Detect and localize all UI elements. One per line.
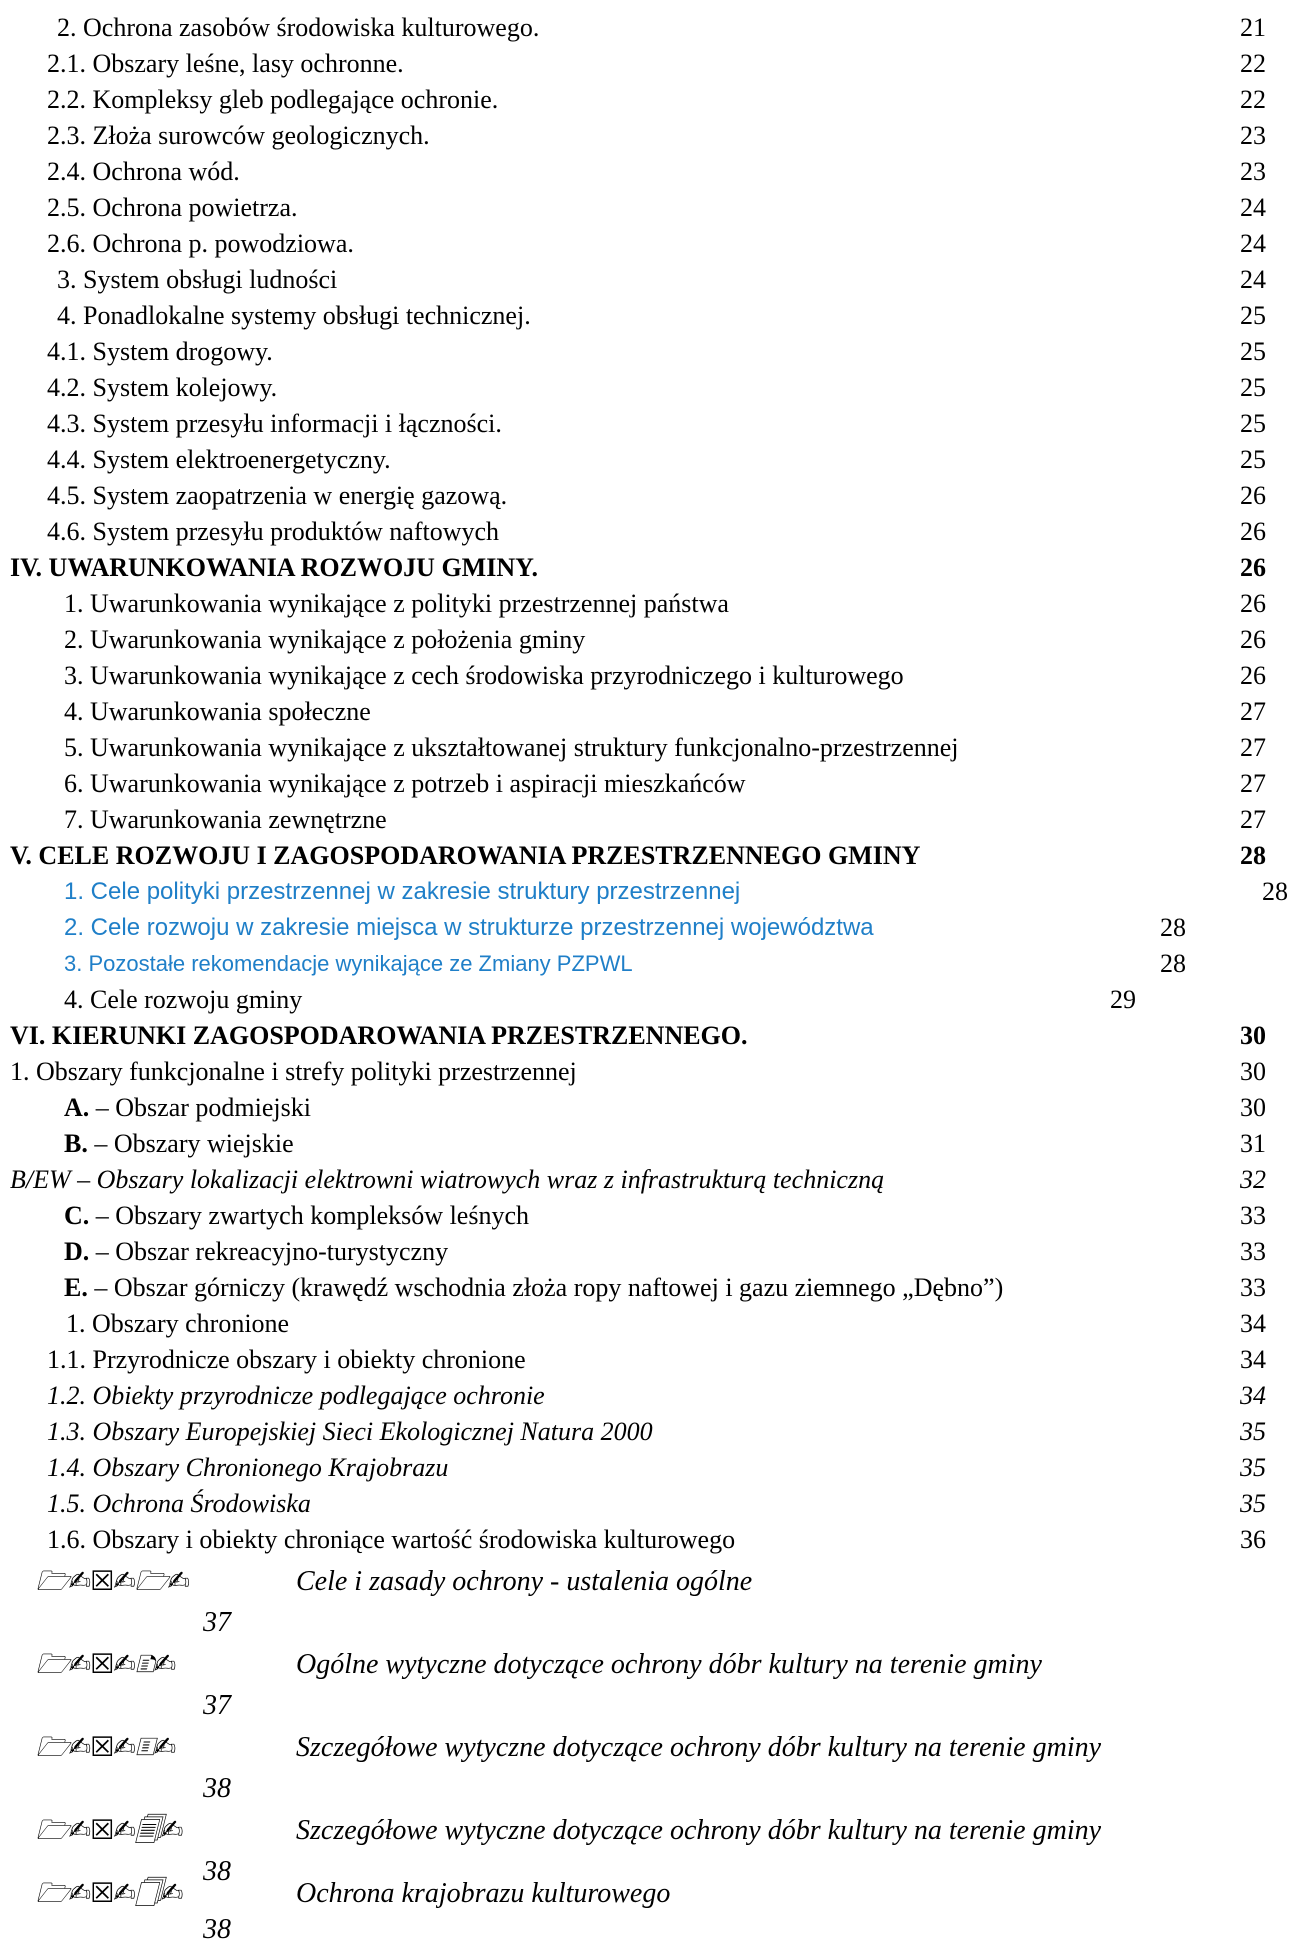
toc-link-entry[interactable] bbox=[0, 946, 1306, 982]
toc-entry bbox=[0, 730, 1306, 766]
toc-entry-page: 22 bbox=[1240, 85, 1266, 114]
toc-entry-title: 2.3. Złoża surowców geologicznych. bbox=[47, 121, 430, 150]
toc-entry bbox=[0, 586, 1306, 622]
toc-entry-title: 1. Obszary chronione bbox=[66, 1309, 290, 1338]
toc-entry-page: 24 bbox=[1240, 193, 1266, 222]
toc-entry-title: IV. UWARUNKOWANIA ROZWOJU GMINY. bbox=[10, 553, 539, 582]
area-letter: B. bbox=[64, 1129, 88, 1158]
toc-entry-title: 4.4. System elektroenergetyczny. bbox=[47, 445, 391, 474]
toc-entry-title: VI. KIERUNKI ZAGOSPODAROWANIA PRZESTRZENNEGO. bbox=[10, 1021, 748, 1050]
toc-entry-title bbox=[64, 1270, 1003, 1306]
toc-entry-title: Szczegółowe wytyczne dotyczące ochrony dóbr kultury na terenie gminy bbox=[296, 1815, 1102, 1846]
area-letter: E. bbox=[64, 1273, 88, 1302]
toc-entry bbox=[0, 46, 1306, 82]
toc-chapter-heading bbox=[0, 550, 1306, 586]
toc-entry bbox=[0, 226, 1306, 262]
wingding-numbering-glyphs: 🗁✍☒✍🗁✍ bbox=[36, 1566, 190, 1597]
toc-entry-page: 25 bbox=[1240, 445, 1266, 474]
toc-entry bbox=[0, 1090, 1306, 1126]
toc-entry-title: 2.6. Ochrona p. powodziowa. bbox=[47, 229, 354, 258]
toc-entry-page: 34 bbox=[1240, 1309, 1266, 1338]
toc-entry-page: 26 bbox=[1240, 625, 1266, 654]
toc-entry bbox=[0, 1126, 1306, 1162]
toc-entry-title: 1.2. Obiekty przyrodnicze podlegające ochronie bbox=[47, 1381, 545, 1410]
toc-entry-page: 24 bbox=[1240, 229, 1266, 258]
toc-entry-page: 34 bbox=[1240, 1381, 1266, 1410]
toc-entry-title bbox=[64, 1090, 311, 1126]
toc-entry-page: 24 bbox=[1240, 265, 1266, 294]
toc-entry-page: 23 bbox=[1240, 121, 1266, 150]
toc-entry-page: 36 bbox=[1240, 1525, 1266, 1554]
toc-entry-page: 27 bbox=[1240, 769, 1266, 798]
toc-entry-title[interactable]: 1. Cele polityki przestrzennej w zakresie struktury przestrzennej bbox=[64, 878, 741, 905]
toc-entry-page: 38 bbox=[203, 1914, 231, 1945]
toc-entry-title[interactable]: 3. Pozostałe rekomendacje wynikające ze Zmiany PZPWL bbox=[64, 951, 633, 976]
toc-entry-title: 3. Uwarunkowania wynikające z cech środowiska przyrodniczego i kulturowego bbox=[64, 661, 904, 690]
toc-entry bbox=[0, 982, 1306, 1018]
area-label: – Obszar górniczy (krawędź wschodnia złoża ropy naftowej i gazu ziemnego „Dębno”) bbox=[87, 1273, 1004, 1302]
toc-entry bbox=[0, 1414, 1306, 1450]
toc-link-entry[interactable] bbox=[0, 910, 1306, 946]
toc-entry-page: 25 bbox=[1240, 409, 1266, 438]
toc-entry bbox=[0, 1378, 1306, 1414]
toc-entry-page: 25 bbox=[1240, 337, 1266, 366]
toc-entry-page: 33 bbox=[1240, 1273, 1266, 1302]
toc-entry bbox=[0, 10, 1306, 46]
toc-entry-title: 1. Obszary funkcjonalne i strefy polityki przestrzennej bbox=[10, 1057, 577, 1086]
toc-entry-page: 25 bbox=[1240, 301, 1266, 330]
toc-entry bbox=[0, 622, 1306, 658]
toc-entry-broken-numbering bbox=[0, 1564, 1306, 1600]
toc-entry-broken-numbering bbox=[0, 1730, 1306, 1766]
toc-entry-page: 28 bbox=[1160, 949, 1186, 978]
toc-entry-page: 37 bbox=[203, 1690, 231, 1721]
toc-chapter-heading bbox=[0, 838, 1306, 874]
toc-entry-broken-numbering bbox=[0, 1876, 1306, 1912]
area-letter: A. bbox=[64, 1093, 90, 1122]
toc-entry-title: B/EW – Obszary lokalizacji elektrowni wiatrowych wraz z infrastrukturą techniczną bbox=[10, 1165, 885, 1194]
toc-entry-title: Cele i zasady ochrony - ustalenia ogólne bbox=[296, 1566, 753, 1597]
toc-entry-title: 4.5. System zaopatrzenia w energię gazową. bbox=[47, 481, 508, 510]
toc-entry-page: 22 bbox=[1240, 49, 1266, 78]
toc-entry-page: 28 bbox=[1240, 841, 1266, 870]
toc-entry-title: 3. System obsługi ludności bbox=[57, 265, 338, 294]
wingding-numbering-glyphs: 🗁✍☒✍🗍✍ bbox=[36, 1878, 183, 1909]
toc-entry bbox=[0, 766, 1306, 802]
toc-entry bbox=[0, 370, 1306, 406]
toc-entry bbox=[0, 1270, 1306, 1306]
area-label: – Obszary wiejskie bbox=[87, 1129, 294, 1158]
toc-entry-title: 2. Ochrona zasobów środowiska kulturowego. bbox=[57, 13, 540, 42]
toc-entry-page: 26 bbox=[1240, 661, 1266, 690]
toc-entry bbox=[0, 1306, 1306, 1342]
toc-entry-title: 1.4. Obszary Chronionego Krajobrazu bbox=[47, 1453, 449, 1482]
toc-entry-title: 4. Cele rozwoju gminy bbox=[64, 985, 303, 1014]
toc-entry-title: 1.5. Ochrona Środowiska bbox=[47, 1489, 311, 1518]
toc-entry-page: 23 bbox=[1240, 157, 1266, 186]
toc-entry-page: 28 bbox=[1160, 913, 1186, 942]
area-label: – Obszary zwartych kompleksów leśnych bbox=[89, 1201, 529, 1230]
toc-entry bbox=[0, 1054, 1306, 1090]
wingding-numbering-glyphs: 🗁✍☒✍🗐✍ bbox=[36, 1815, 183, 1846]
toc-entry-page: 31 bbox=[1240, 1129, 1266, 1158]
toc-entry bbox=[0, 442, 1306, 478]
toc-entry-page: 29 bbox=[1110, 985, 1136, 1014]
toc-entry-title: 4. Ponadlokalne systemy obsługi technicznej. bbox=[57, 301, 531, 330]
toc-entry bbox=[0, 658, 1306, 694]
toc-entry-broken-numbering bbox=[0, 1813, 1306, 1849]
toc-entry-page: 27 bbox=[1240, 697, 1266, 726]
toc-entry bbox=[0, 1522, 1306, 1558]
toc-entry-page: 30 bbox=[1240, 1057, 1266, 1086]
toc-entry bbox=[0, 118, 1306, 154]
toc-link-entry[interactable] bbox=[0, 874, 1306, 910]
toc-entry-title: Ogólne wytyczne dotyczące ochrony dóbr kultury na terenie gminy bbox=[296, 1649, 1042, 1680]
wingding-numbering-glyphs: 🗁✍☒✍🗉✍ bbox=[36, 1732, 176, 1763]
toc-entry-page: 38 bbox=[203, 1856, 231, 1887]
toc-entry-title bbox=[64, 1126, 294, 1162]
toc-entry-page: 26 bbox=[1240, 481, 1266, 510]
toc-entry-title: 2.2. Kompleksy gleb podlegające ochronie. bbox=[47, 85, 499, 114]
toc-chapter-heading bbox=[0, 1018, 1306, 1054]
toc-entry-title: Szczegółowe wytyczne dotyczące ochrony dóbr kultury na terenie gminy bbox=[296, 1732, 1102, 1763]
toc-entry-title: 2.5. Ochrona powietrza. bbox=[47, 193, 298, 222]
area-letter: C. bbox=[64, 1201, 90, 1230]
toc-entry-title: 4.2. System kolejowy. bbox=[47, 373, 278, 402]
toc-entry-title: 2.4. Ochrona wód. bbox=[47, 157, 240, 186]
toc-entry-title: 4. Uwarunkowania społeczne bbox=[64, 697, 371, 726]
toc-entry-page: 33 bbox=[1240, 1237, 1266, 1266]
toc-entry-title: 2.1. Obszary leśne, lasy ochronne. bbox=[47, 49, 404, 78]
toc-entry-title: Ochrona krajobrazu kulturowego bbox=[296, 1878, 671, 1909]
toc-entry bbox=[0, 82, 1306, 118]
toc-entry bbox=[0, 514, 1306, 550]
toc-entry bbox=[0, 262, 1306, 298]
toc-entry-title: 5. Uwarunkowania wynikające z ukształtowanej struktury funkcjonalno-przestrzennej bbox=[64, 733, 959, 762]
toc-entry-page: 35 bbox=[1240, 1417, 1266, 1446]
toc-entry-page: 32 bbox=[1240, 1165, 1266, 1194]
toc-entry bbox=[0, 298, 1306, 334]
toc-entry-title bbox=[64, 1198, 529, 1234]
toc-entry-title: 6. Uwarunkowania wynikające z potrzeb i aspiracji mieszkańców bbox=[64, 769, 746, 798]
toc-entry-title: 4.1. System drogowy. bbox=[47, 337, 273, 366]
toc-entry-page: 25 bbox=[1240, 373, 1266, 402]
toc-entry bbox=[0, 1162, 1306, 1198]
toc-entry bbox=[0, 1198, 1306, 1234]
toc-entry-title: 4.6. System przesyłu produktów naftowych bbox=[47, 517, 500, 546]
toc-entry-title bbox=[64, 1234, 448, 1270]
toc-entry-page: 27 bbox=[1240, 805, 1266, 834]
toc-entry-title: 1.3. Obszary Europejskiej Sieci Ekologicznej Natura 2000 bbox=[47, 1417, 653, 1446]
toc-entry-page: 35 bbox=[1240, 1453, 1266, 1482]
toc-entry-title[interactable]: 2. Cele rozwoju w zakresie miejsca w strukturze przestrzennej województwa bbox=[64, 914, 874, 941]
toc-entry-page: 37 bbox=[203, 1607, 231, 1638]
toc-entry-title: 2. Uwarunkowania wynikające z położenia gminy bbox=[64, 625, 586, 654]
toc-entry-page: 26 bbox=[1240, 589, 1266, 618]
toc-entry-page: 27 bbox=[1240, 733, 1266, 762]
toc-entry-title: V. CELE ROZWOJU I ZAGOSPODAROWANIA PRZESTRZENNEGO GMINY bbox=[10, 841, 921, 870]
toc-entry-page: 30 bbox=[1240, 1021, 1266, 1050]
toc-entry bbox=[0, 1450, 1306, 1486]
toc-entry bbox=[0, 478, 1306, 514]
area-label: – Obszar podmiejski bbox=[89, 1093, 311, 1122]
toc-entry-title: 1.1. Przyrodnicze obszary i obiekty chronione bbox=[47, 1345, 526, 1374]
toc-entry-page: 35 bbox=[1240, 1489, 1266, 1518]
toc-entry bbox=[0, 1486, 1306, 1522]
toc-entry bbox=[0, 1234, 1306, 1270]
toc-entry bbox=[0, 190, 1306, 226]
toc-entry bbox=[0, 406, 1306, 442]
toc-entry-page: 30 bbox=[1240, 1093, 1266, 1122]
toc-entry-title: 7. Uwarunkowania zewnętrzne bbox=[64, 805, 387, 834]
toc-entry-broken-numbering bbox=[0, 1647, 1306, 1683]
area-letter: D. bbox=[64, 1237, 90, 1266]
toc-entry-page: 38 bbox=[203, 1773, 231, 1804]
toc-entry bbox=[0, 1342, 1306, 1378]
area-label: – Obszar rekreacyjno-turystyczny bbox=[89, 1237, 449, 1266]
toc-entry bbox=[0, 334, 1306, 370]
toc-entry-page: 34 bbox=[1240, 1345, 1266, 1374]
toc-entry-page: 28 bbox=[1262, 877, 1288, 906]
toc-entry-title: 1.6. Obszary i obiekty chroniące wartość środowiska kulturowego bbox=[47, 1525, 736, 1554]
toc-entry-title: 1. Uwarunkowania wynikające z polityki przestrzennej państwa bbox=[64, 589, 729, 618]
toc-entry bbox=[0, 694, 1306, 730]
toc-entry-page: 21 bbox=[1240, 13, 1266, 42]
toc-entry-page: 33 bbox=[1240, 1201, 1266, 1230]
toc-entry bbox=[0, 154, 1306, 190]
toc-entry-title: 4.3. System przesyłu informacji i łączności. bbox=[47, 409, 502, 438]
toc-entry-page: 26 bbox=[1240, 517, 1266, 546]
toc-entry bbox=[0, 802, 1306, 838]
wingding-numbering-glyphs: 🗁✍☒✍🗈✍ bbox=[36, 1649, 176, 1680]
toc-entry-page: 26 bbox=[1240, 553, 1266, 582]
